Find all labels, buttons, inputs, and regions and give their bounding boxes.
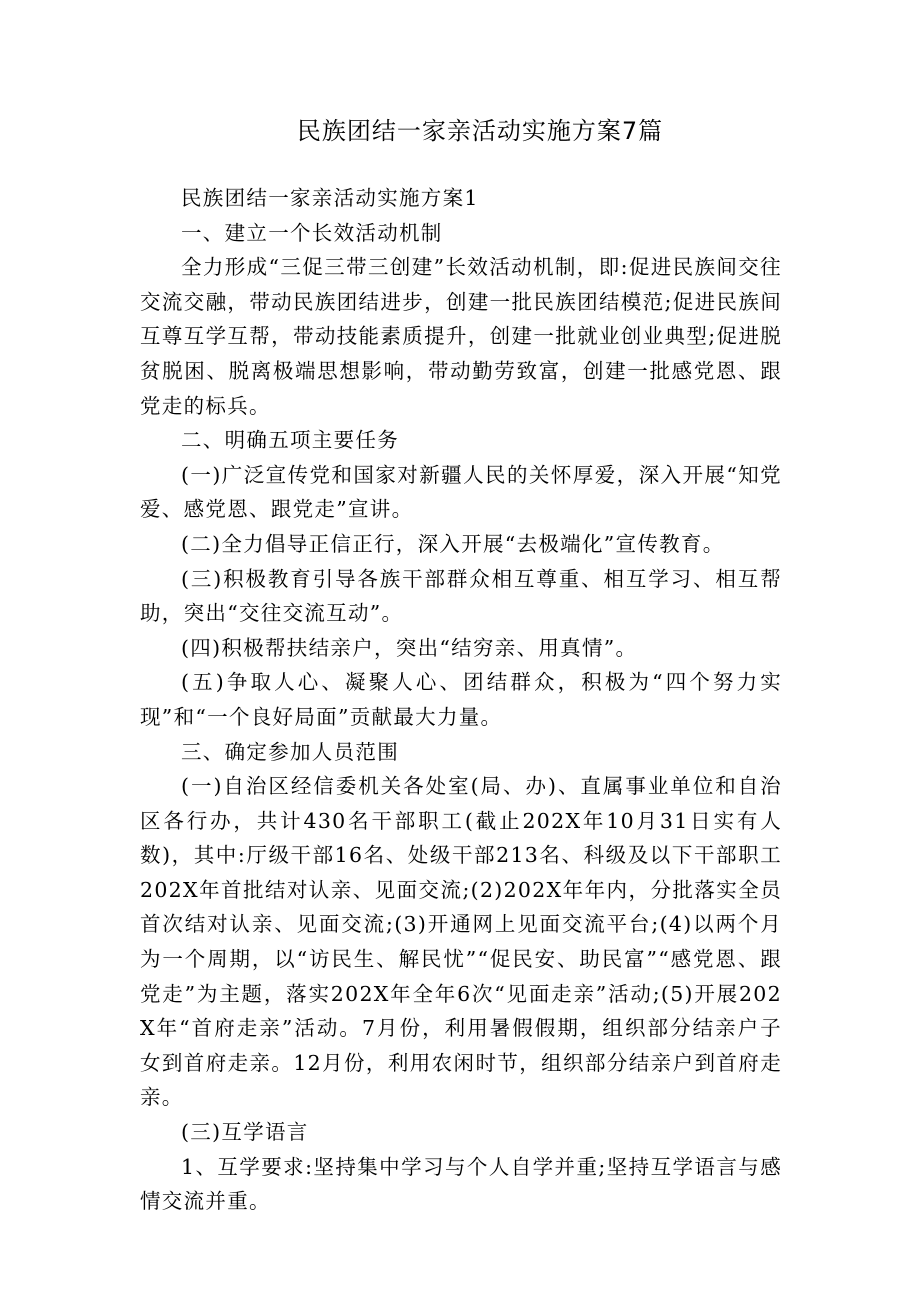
paragraph-participants: (一)自治区经信委机关各处室(局、办)、直属事业单位和自治区各行办，共计430名干部职工(截止202X年10月31日实有人数)，其中:厅级干部16名、处级干部213名、科级及以下干部职工202X年首批结对认亲、见面交流;(2)202X年年内，分批落实全员首次结对认亲、见面交流;(3)开通网上见面交流平台;(4)以两个月为一个周期，以“访民生、解民忧”“促民安、助民富”“感党恩、跟党走”为主题，落实202X年全年6次“见面走亲”活动;(5)开展202X年“首府走亲”活动。7月份，利用暑假假期，组织部分结亲户子女到首府走亲。12月份，利用农闲时节，组织部分结亲户到首府走亲。 <box>140 774 782 1110</box>
task-item-5: (五)争取人心、凝聚人心、团结群众，积极为“四个努力实现”和“一个良好局面”贡献最大力量。 <box>140 670 782 729</box>
section-heading-2: 二、明确五项主要任务 <box>181 428 399 453</box>
subsection-heading-language: (三)互学语言 <box>181 1120 309 1145</box>
task-item-1: (一)广泛宣传党和国家对新疆人民的关怀厚爱，深入开展“知党爱、感党恩、跟党走”宣讲。 <box>140 462 782 522</box>
paragraph-language-requirements: 1、互学要求:坚持集中学习与个人自学并重;坚持互学语言与感情交流并重。 <box>140 1154 782 1214</box>
task-item-2: (二)全力倡导正信正行，深入开展“去极端化”宣传教育。 <box>181 531 725 556</box>
task-item-3: (三)积极教育引导各族干部群众相互尊重、相互学习、相互帮助，突出“交往交流互动”。 <box>140 566 782 626</box>
task-item-4: (四)积极帮扶结亲户，突出“结穷亲、用真情”。 <box>181 635 638 660</box>
section-heading-3: 三、确定参加人员范围 <box>181 739 399 764</box>
section-heading-1: 一、建立一个长效活动机制 <box>181 220 443 245</box>
paragraph-mechanism: 全力形成“三促三带三创建”长效活动机制，即:促进民族间交往交流交融，带动民族团结进步，创建一批民族团结模范;促进民族间互尊互学互帮，带动技能素质提升，创建一批就业创业典型;促进脱贫脱困、脱离极端思想影响，带动勤劳致富，创建一批感党恩、跟党走的标兵。 <box>140 255 782 418</box>
section-subtitle: 民族团结一家亲活动实施方案1 <box>181 186 479 210</box>
document-body <box>140 181 782 1219</box>
document-title: 民族团结一家亲活动实施方案7篇 <box>296 117 664 145</box>
